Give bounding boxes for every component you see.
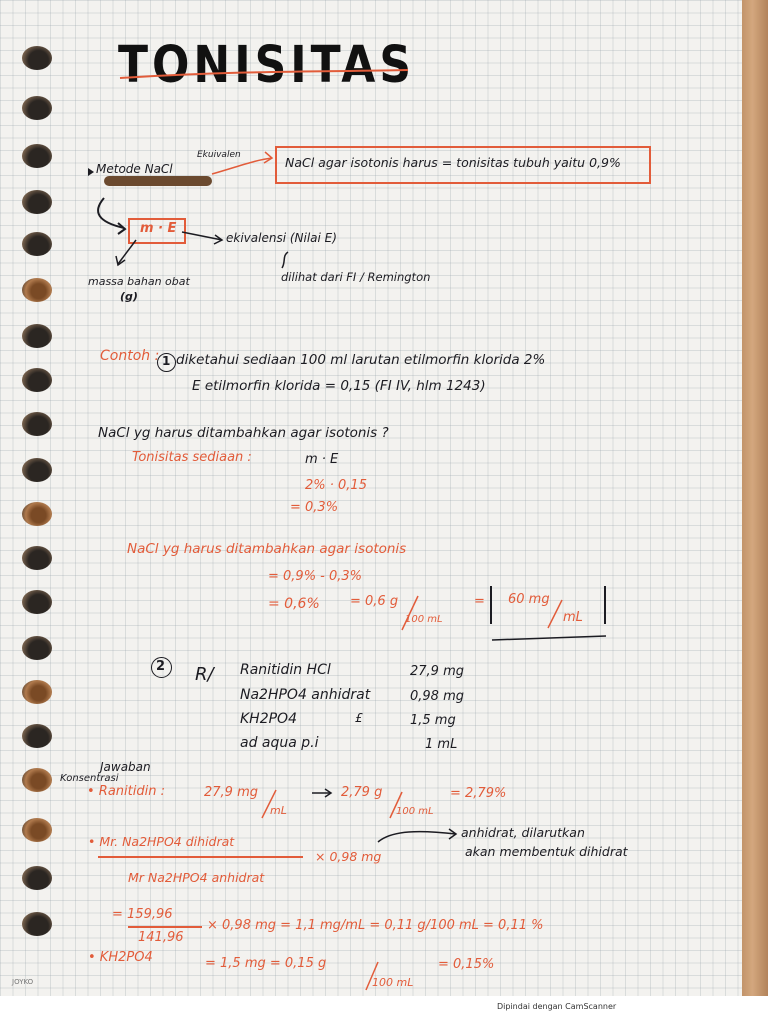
- question-line: NaCl yg harus ditambahkan agar isotonis ?: [98, 425, 389, 441]
- contoh-label: Contoh :: [100, 348, 160, 364]
- nacl-label: NaCl yg harus ditambahkan agar isotonis: [127, 541, 407, 557]
- ranitidin-result: = 2,79%: [450, 786, 507, 801]
- ranitidin-step-2-den: 100 mL: [396, 806, 434, 817]
- jawaban-label: Jawaban: [100, 760, 151, 774]
- tonisitas-calc-2: 2% · 0,15: [305, 478, 367, 493]
- nacl-calc-2b: = 0,6 g: [350, 594, 399, 609]
- kh2po4-den: 100 mL: [372, 976, 414, 989]
- recipe-qty-3: 1,5 mg: [410, 713, 456, 728]
- spiral-ring: [22, 724, 52, 748]
- contoh-line-2: E etilmorfin klorida = 0,15 (FI IV, hlm 1243): [192, 378, 486, 394]
- joyko-stamp: JOYKO: [12, 978, 34, 986]
- calc-line: × 0,98 mg = 1,1 mg/mL = 0,11 g/100 mL = 0,11 %: [207, 918, 544, 933]
- massa-unit-label: (g): [120, 290, 138, 303]
- fraction-bar: [128, 926, 202, 928]
- wooden-desk-edge: [742, 0, 768, 996]
- spiral-ring: [22, 502, 52, 526]
- fraction-numerator: = 159,96: [112, 907, 173, 922]
- tonisitas-sediaan-label: Tonisitas sediaan :: [132, 450, 252, 465]
- result-numerator: 60 mg: [508, 592, 550, 607]
- recipe-name-2: Na2HPO4 anhidrat: [240, 687, 371, 703]
- result-denominator: mL: [563, 610, 583, 625]
- spiral-ring: [22, 768, 52, 792]
- brown-highlight: [104, 176, 212, 186]
- example-2-number: 2: [156, 659, 166, 674]
- spiral-ring: [22, 96, 52, 120]
- spiral-ring: [22, 912, 52, 936]
- spiral-ring: [22, 232, 52, 256]
- spiral-ring: [22, 866, 52, 890]
- ranitidin-step-1-den: mL: [270, 804, 287, 817]
- footer-bar: [0, 996, 768, 1024]
- kh2po4-label: • KH2PO4: [88, 950, 153, 965]
- recipe-qty-2: 0,98 mg: [410, 689, 464, 704]
- me-label: m · E: [140, 221, 177, 236]
- ranitidin-label: • Ranitidin :: [87, 784, 165, 799]
- recipe-name-3: KH2PO4: [240, 711, 297, 727]
- note-anhidrat-2: akan membentuk dihidrat: [465, 844, 628, 859]
- camscanner-footer: Dipindai dengan CamScanner: [497, 1002, 617, 1011]
- mr-fraction-bar: [98, 856, 303, 858]
- contoh-line-1: diketahui sediaan 100 ml larutan etilmorfin klorida 2%: [176, 352, 546, 368]
- nacl-isotonis-statement: NaCl agar isotonis harus = tonisitas tubuh yaitu 0,9%: [285, 155, 621, 170]
- massa-bahan-label: massa bahan obat: [88, 275, 190, 288]
- kh2po4-result: = 0,15%: [438, 957, 495, 972]
- spiral-ring: [22, 636, 52, 660]
- spiral-ring: [22, 190, 52, 214]
- recipe-mark-3: £: [355, 711, 363, 725]
- tonisitas-calc-3: = 0,3%: [290, 500, 339, 515]
- nacl-calc-2c: 100 mL: [405, 614, 443, 625]
- recipe-qty-1: 27,9 mg: [410, 664, 464, 679]
- mr-multiplier: × 0,98 mg: [315, 849, 382, 864]
- fraction-denominator: 141,96: [138, 930, 184, 945]
- konsentrasi-label: Konsentrasi: [60, 773, 119, 784]
- dilihat-label: dilihat dari FI / Remington: [281, 270, 431, 284]
- recipe-name-1: Ranitidin HCl: [240, 662, 331, 678]
- nacl-calc-2d: =: [474, 594, 485, 609]
- spiral-ring: [22, 458, 52, 482]
- example-1-number: 1: [162, 354, 171, 368]
- recipe-symbol: R/: [195, 664, 214, 685]
- tonisitas-calc-1: m · E: [305, 452, 339, 467]
- nacl-calc-2a: = 0,6%: [268, 596, 320, 612]
- ekuivalen-note: Ekuivalen: [197, 150, 241, 160]
- spiral-ring: [22, 590, 52, 614]
- spiral-ring: [22, 368, 52, 392]
- spiral-ring: [22, 818, 52, 842]
- ekivalensi-label: ekivalensi (Nilai E): [226, 231, 337, 245]
- note-anhidrat-1: anhidrat, dilarutkan: [461, 825, 585, 840]
- ranitidin-step-1: 27,9 mg: [204, 785, 258, 800]
- page-title: TONISITAS: [118, 36, 416, 95]
- ranitidin-step-2: 2,79 g: [341, 785, 383, 800]
- nacl-calc-1: = 0,9% - 0,3%: [268, 569, 363, 584]
- spiral-ring: [22, 680, 52, 704]
- kh2po4-calc: = 1,5 mg = 0,15 g: [205, 956, 327, 971]
- mr-dihidrat-label: • Mr. Na2HPO4 dihidrat: [88, 834, 235, 849]
- metode-nacl-text: Metode NaCl: [96, 162, 173, 176]
- recipe-name-4: ad aqua p.i: [240, 735, 319, 751]
- spiral-ring: [22, 412, 52, 436]
- spiral-ring: [22, 546, 52, 570]
- recipe-qty-4: 1 mL: [425, 737, 458, 752]
- mr-anhidrat-label: Mr Na2HPO4 anhidrat: [128, 870, 265, 885]
- spiral-ring: [22, 324, 52, 348]
- spiral-ring: [22, 46, 52, 70]
- spiral-ring: [22, 144, 52, 168]
- spiral-ring: [22, 278, 52, 302]
